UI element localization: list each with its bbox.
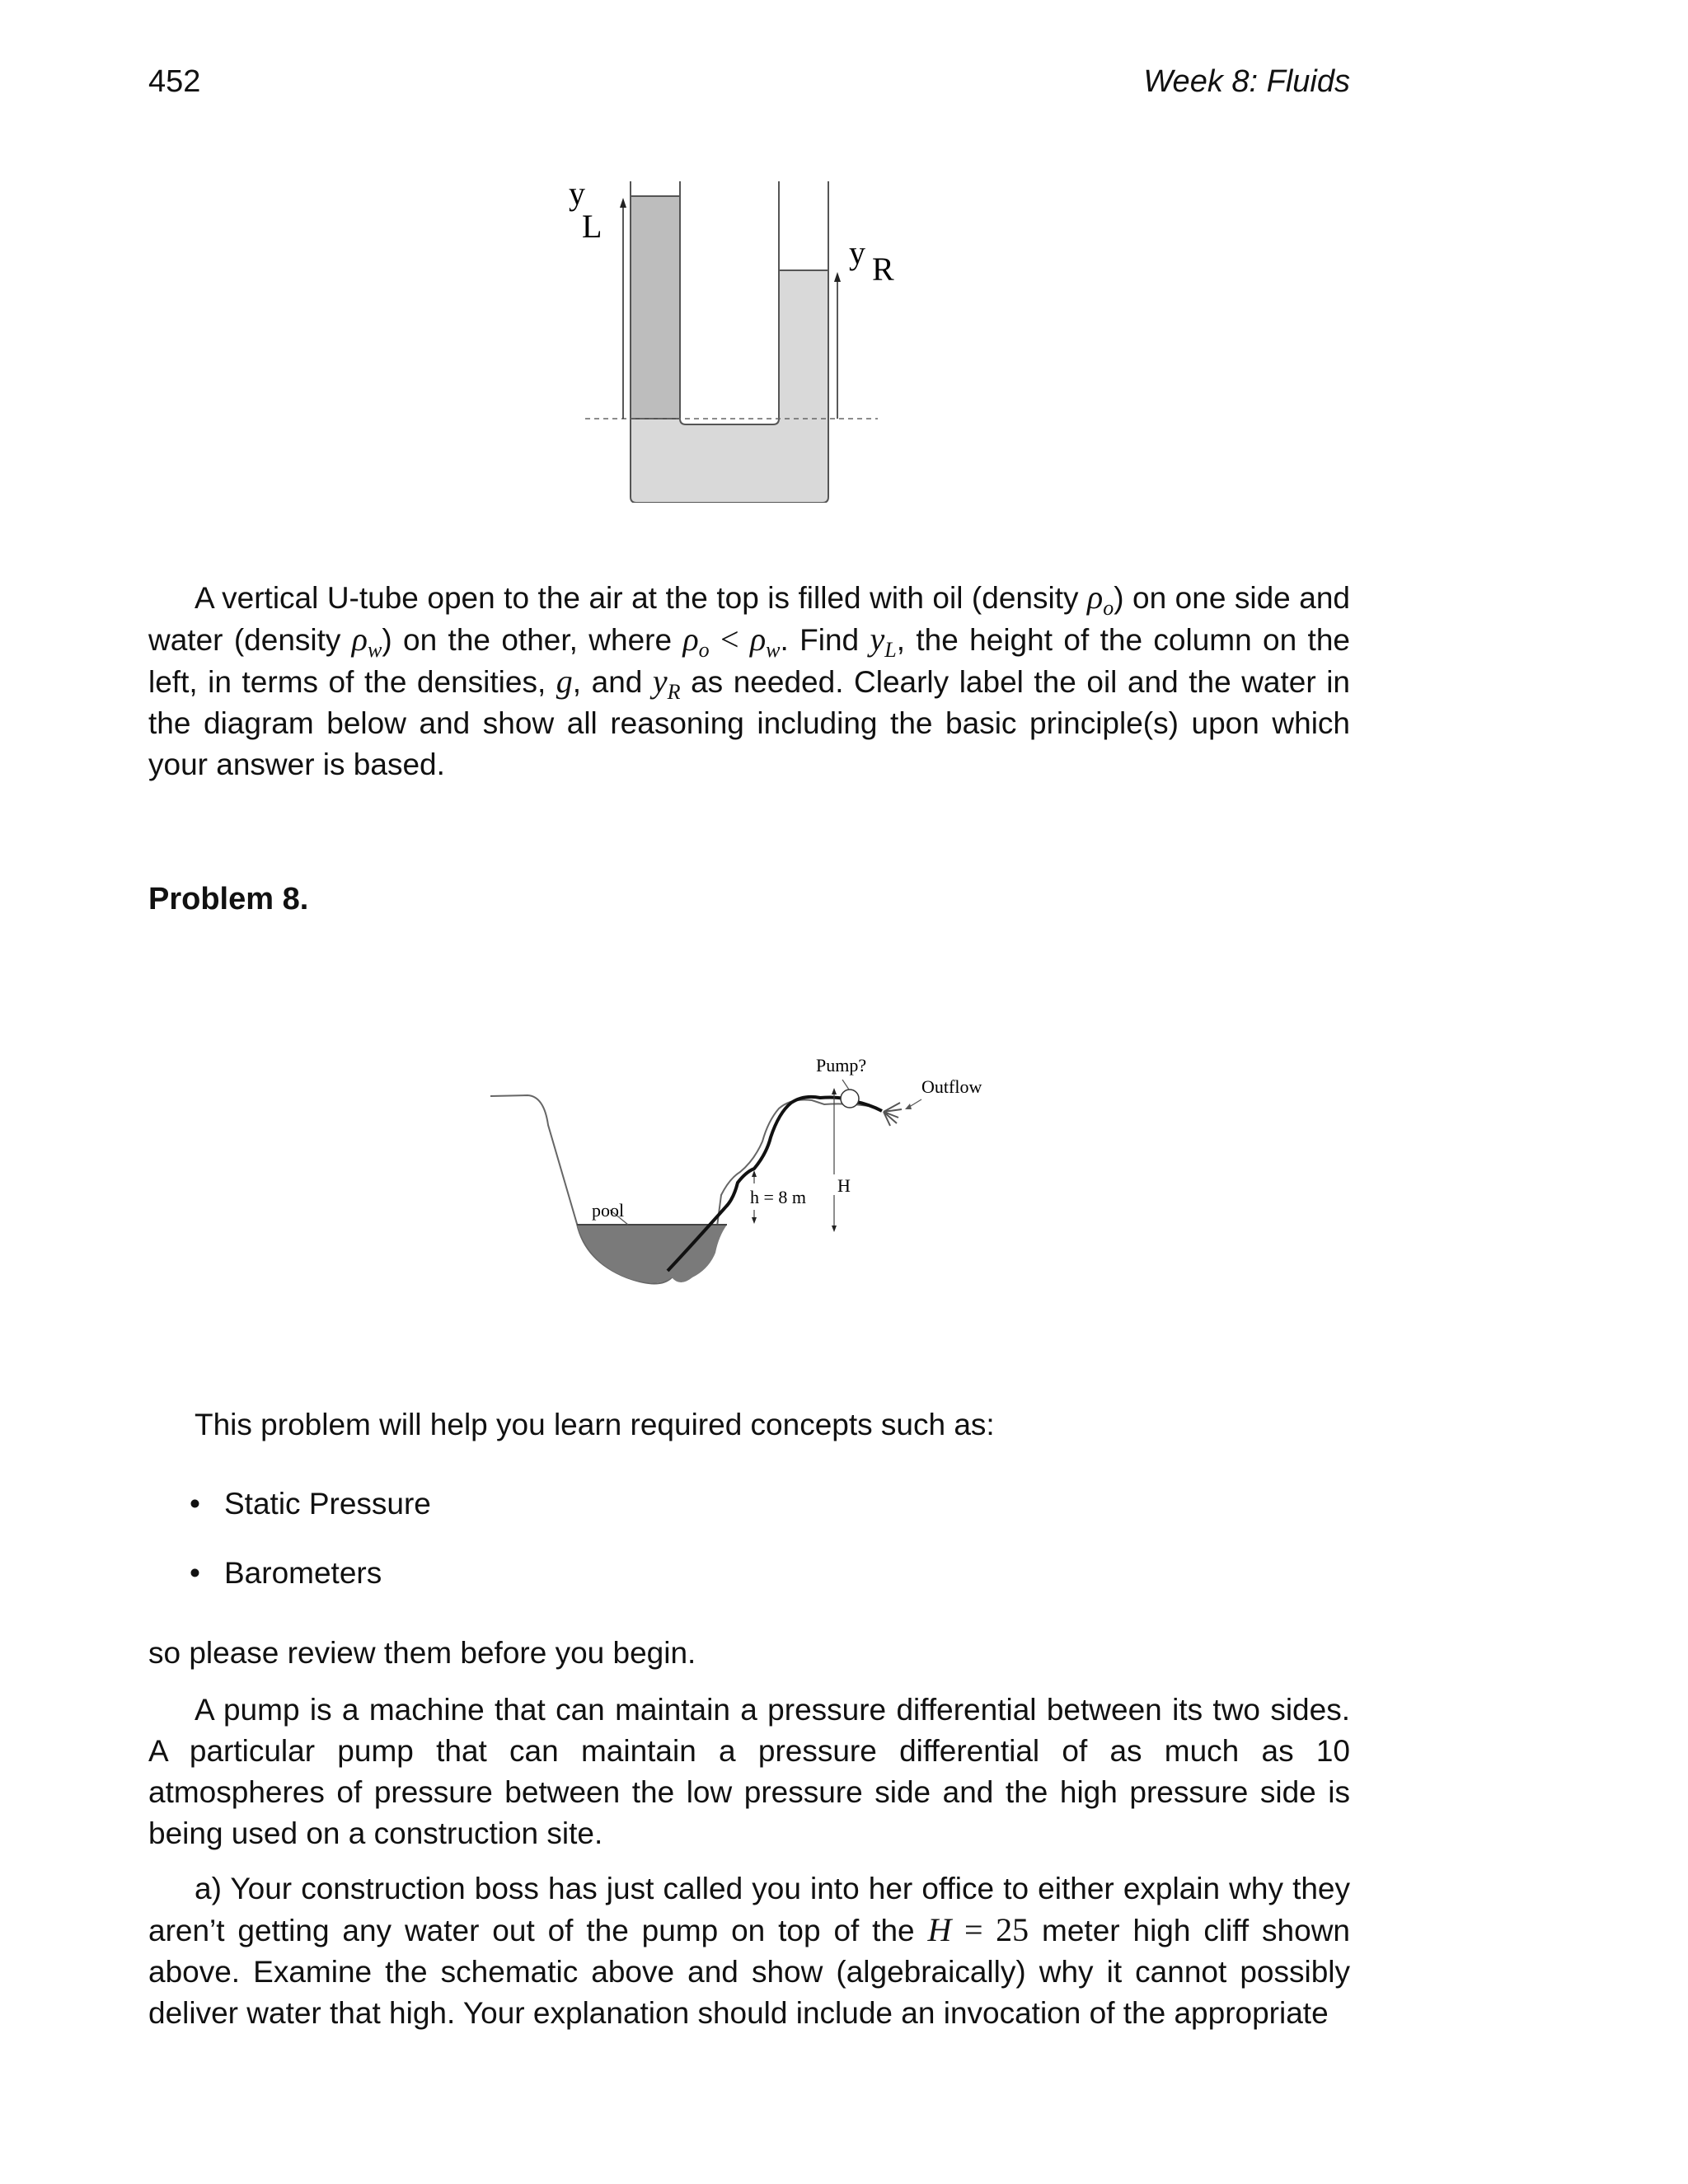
cliff-pump-figure — [486, 1030, 1022, 1302]
yr-arrowhead — [834, 272, 841, 282]
pump-circle — [841, 1090, 859, 1108]
list-item: • Static Pressure — [190, 1487, 431, 1521]
pool-label: pool — [592, 1200, 625, 1221]
outflow-label: Outflow — [921, 1076, 982, 1097]
review-note: so please review them before you begin. — [148, 1636, 696, 1670]
yr-label-sub: R — [872, 251, 894, 288]
part-a-text: a) Your construction boss has just called you into her office to either explain why they aren’t getting any water out of the pump on top of the H = 25 meter high cliff shown above. Examine the schematic above and show (algebraically) why it cannot possibly deliver water that high. Your explanation should include an invocation of the appropriate — [148, 1872, 1350, 2030]
oil-region — [631, 196, 680, 419]
concepts-intro: This problem will help you learn required concepts such as: — [195, 1408, 995, 1441]
concepts-list — [190, 1483, 431, 1622]
list-item: • Barometers — [190, 1556, 382, 1590]
u-tube-problem-text: A vertical U-tube open to the air at the top is filled with oil (density $\rho_o$) on one side and water (density $\rho_w$) on the other, where $\rho_o < \rho_w$. Find $y_L$, the height of the column on the left, in terms of the densities, g, and $y_R$ as needed. Clearly label the oil and the water in the diagram below and show all reasoning including the basic principle(s) upon which your answer is based. — [148, 579, 1351, 781]
problem-heading: Problem 8. — [148, 882, 309, 916]
outflow-spray — [884, 1103, 902, 1126]
yl-label-y: y — [569, 175, 585, 212]
yl-label-sub: L — [582, 208, 603, 245]
pump-label: Pump? — [816, 1055, 867, 1076]
chapter-title: Week 8: Fluids — [1143, 64, 1350, 99]
yl-arrowhead — [620, 198, 626, 208]
u-tube-figure — [560, 173, 907, 503]
pump-description: A pump is a machine that can maintain a pressure differential between its two sides. A particular pump that can maintain a pressure differential of as much as 10 atmospheres of pressure between the low pressure side and the high pressure side is being used on a construction site. — [148, 1693, 1350, 1850]
page-number: 452 — [148, 64, 201, 99]
yr-label-y: y — [849, 234, 865, 271]
height-h-label: h = 8 m — [750, 1187, 807, 1207]
height-H-label: H — [837, 1175, 851, 1196]
pool-water — [577, 1225, 727, 1283]
